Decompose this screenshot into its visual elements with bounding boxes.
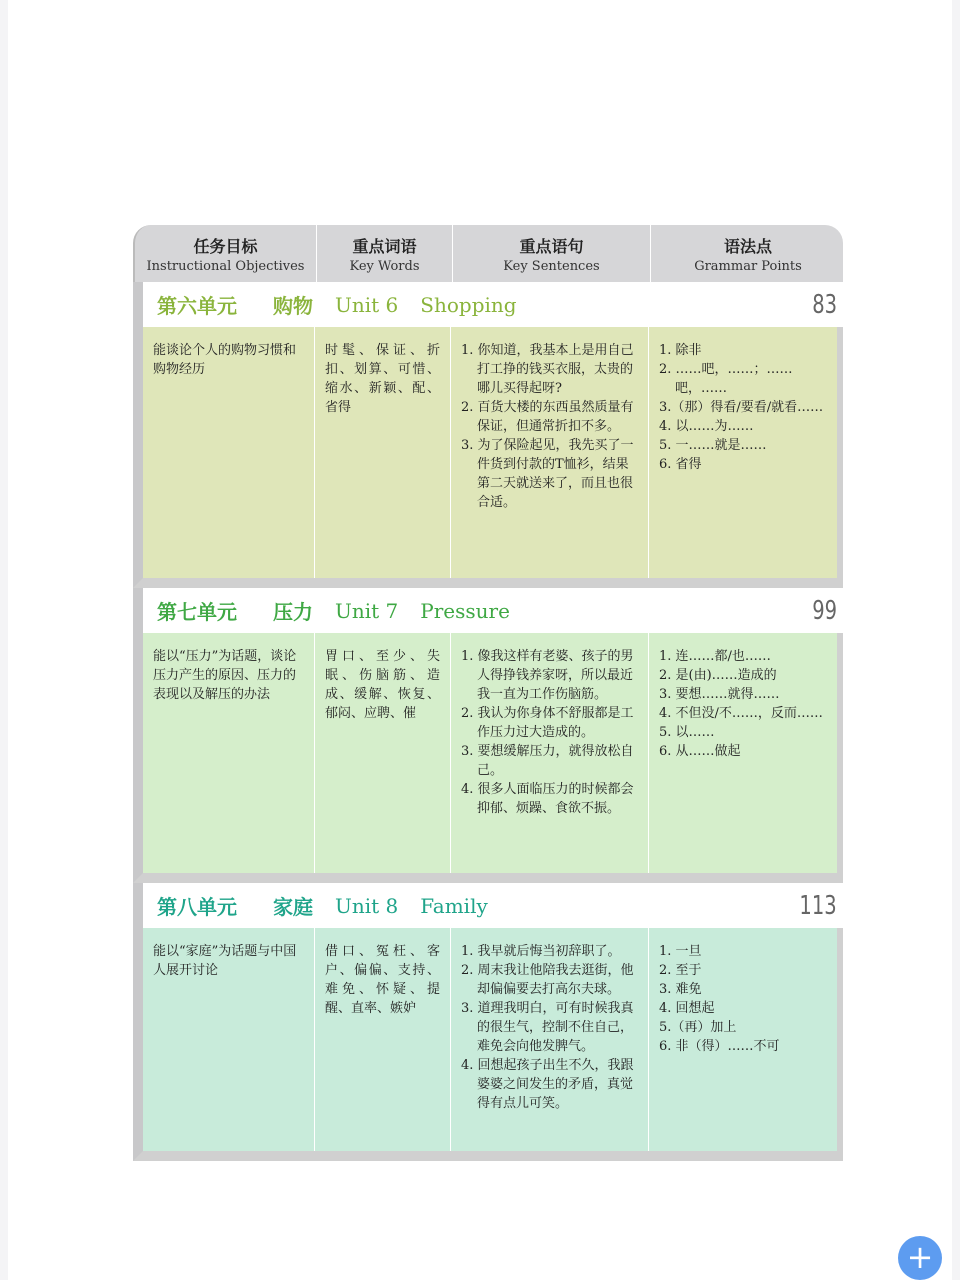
grammar-item: 2. ……吧，……；……吧，……	[659, 362, 793, 396]
unit-title-row[interactable]	[133, 588, 843, 633]
header-zh: 语法点	[723, 236, 772, 256]
grammar-item: 3. 难免	[659, 982, 702, 997]
grammar-cell	[649, 327, 837, 578]
contents-table	[133, 225, 843, 1161]
header-key-words	[317, 225, 453, 282]
unit-number-zh: 第六单元	[157, 294, 237, 318]
grammar-item: 5. 以……	[659, 725, 715, 740]
header-en: Key Words	[349, 258, 420, 274]
add-button[interactable]	[898, 1236, 942, 1280]
key-sentences-cell	[451, 928, 649, 1151]
sentence-item: 1. 像我这样有老婆、孩子的男人得挣钱养家呀，所以最近我一直为工作伤脑筋。	[461, 649, 634, 702]
grammar-item: 1. 一旦	[659, 944, 702, 959]
unit-number-en: Unit 8	[335, 893, 399, 918]
grammar-item: 4. 不但没/不……，反而……	[659, 706, 823, 721]
unit-title-row[interactable]	[133, 282, 843, 327]
unit-name-zh: 购物	[273, 294, 313, 318]
objective-cell: 能以“压力”为话题，谈论压力产生的原因、压力的表现以及解压的办法	[143, 633, 315, 873]
header-zh: 重点词语	[352, 236, 417, 256]
key-words-cell: 胃口、至少、失眠、伤脑筋、造成、缓解、恢复、郁闷、应聘、催	[315, 633, 451, 873]
unit-content-row	[133, 928, 843, 1161]
document-page	[8, 0, 952, 1280]
sentence-item: 2. 我认为你身体不舒服都是工作压力过大造成的。	[461, 706, 634, 740]
unit-name-en: Shopping	[420, 292, 517, 317]
grammar-item: 3.（那）得看/要看/就看……	[659, 400, 824, 415]
grammar-item: 4. 以……为……	[659, 419, 754, 434]
grammar-cell	[649, 928, 837, 1151]
table-header	[133, 225, 843, 282]
key-sentences-cell	[451, 633, 649, 873]
sentence-item: 4. 回想起孩子出生不久，我跟婆婆之间发生的矛盾，真觉得有点儿可笑。	[461, 1058, 634, 1111]
unit-content-row	[133, 633, 843, 883]
unit-number-zh: 第八单元	[157, 895, 237, 919]
grammar-item: 2. 至于	[659, 963, 702, 978]
page-number: 99	[812, 595, 837, 626]
unit-number-en: Unit 7	[335, 598, 399, 623]
page-number: 83	[812, 289, 837, 320]
grammar-item: 4. 回想起	[659, 1001, 715, 1016]
unit-name-zh: 压力	[273, 600, 313, 624]
key-words-cell: 时髦、保证、折扣、划算、可惜、缩水、新颖、配、省得	[315, 327, 451, 578]
objective-cell: 能谈论个人的购物习惯和购物经历	[143, 327, 315, 578]
grammar-item: 1. 连……都/也……	[659, 649, 771, 664]
header-en: Grammar Points	[694, 258, 802, 274]
header-key-sentences	[453, 225, 651, 282]
sentence-item: 1. 我早就后悔当初辞职了。	[461, 944, 621, 959]
grammar-item: 6. 从……做起	[659, 744, 741, 759]
sentence-item: 1. 你知道，我基本上是用自己打工挣的钱买衣服，太贵的哪儿买得起呀?	[461, 343, 634, 396]
unit-name-zh: 家庭	[273, 895, 313, 919]
grammar-item: 1. 除非	[659, 343, 702, 358]
grammar-item: 2. 是(由)……造成的	[659, 668, 777, 683]
unit-name-en: Family	[420, 893, 488, 918]
grammar-item: 6. 非（得）……不可	[659, 1039, 780, 1054]
plus-icon: +	[906, 1238, 934, 1276]
unit-content-row	[133, 327, 843, 588]
grammar-cell	[649, 633, 837, 873]
header-zh: 任务目标	[193, 236, 258, 256]
unit-number-zh: 第七单元	[157, 600, 237, 624]
page-number: 113	[799, 890, 837, 921]
header-zh: 重点语句	[519, 236, 584, 256]
key-sentences-cell	[451, 327, 649, 578]
sentence-item: 4. 很多人面临压力的时候都会抑郁、烦躁、食欲不振。	[461, 782, 634, 816]
objective-cell: 能以“家庭”为话题与中国人展开讨论	[143, 928, 315, 1151]
grammar-item: 5. 一……就是……	[659, 438, 767, 453]
unit-number-en: Unit 6	[335, 292, 399, 317]
key-words-cell: 借口、冤枉、客户、偏偏、支持、难免、怀疑、提醒、直率、嫉妒	[315, 928, 451, 1151]
sentence-item: 3. 道理我明白，可有时候我真的很生气，控制不住自己，难免会向他发脾气。	[461, 1001, 634, 1054]
sentence-item: 3. 要想缓解压力，就得放松自己。	[461, 744, 634, 778]
sentence-item: 3. 为了保险起见，我先买了一件货到付款的T恤衫，结果第二天就送来了，而且也很合适。	[461, 438, 634, 510]
grammar-item: 6. 省得	[659, 457, 702, 472]
grammar-item: 3. 要想……就得……	[659, 687, 780, 702]
header-objectives	[135, 225, 317, 282]
header-en: Key Sentences	[503, 258, 600, 274]
header-grammar-points	[651, 225, 845, 282]
unit-title-row[interactable]	[133, 883, 843, 928]
header-en: Instructional Objectives	[146, 258, 305, 274]
unit-name-en: Pressure	[420, 598, 510, 623]
grammar-item: 5.（再）加上	[659, 1020, 737, 1035]
sentence-item: 2. 百货大楼的东西虽然质量有保证，但通常折扣不多。	[461, 400, 634, 434]
sentence-item: 2. 周末我让他陪我去逛街，他却偏偏要去打高尔夫球。	[461, 963, 634, 997]
